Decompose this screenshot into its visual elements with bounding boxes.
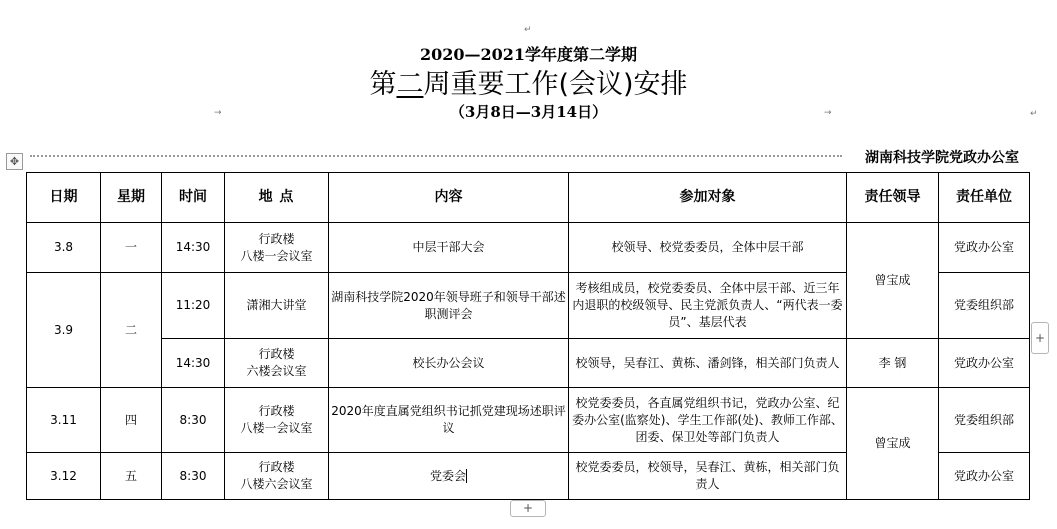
time-cell[interactable]: 8:30 bbox=[162, 453, 225, 500]
time-cell[interactable]: 14:30 bbox=[162, 223, 225, 273]
location-cell[interactable]: 行政楼 八楼六会议室 bbox=[225, 453, 329, 500]
paragraph-mark: ↵ bbox=[524, 25, 532, 35]
table-row bbox=[27, 339, 1030, 388]
table-row bbox=[27, 223, 1030, 273]
add-column-button[interactable]: + bbox=[1031, 322, 1049, 354]
table-move-handle-icon[interactable]: ✥ bbox=[6, 153, 23, 170]
unit-cell[interactable]: 党政办公室 bbox=[939, 453, 1030, 500]
header-attendees: 参加对象 bbox=[569, 173, 847, 223]
table-row bbox=[27, 388, 1030, 453]
location-cell[interactable]: 行政楼 六楼会议室 bbox=[225, 339, 329, 388]
attendees-cell[interactable]: 校党委委员，校领导，吴春江、黄栋，相关部门负责人 bbox=[569, 453, 847, 500]
date-cell[interactable]: 3.11 bbox=[27, 388, 101, 453]
add-row-button[interactable]: + bbox=[510, 500, 546, 517]
paragraph-mark: ↵ bbox=[1030, 109, 1038, 119]
leader-cell[interactable]: 曾宝成 bbox=[847, 388, 939, 500]
paragraph-mark: → bbox=[214, 108, 222, 118]
paragraph-mark: → bbox=[824, 108, 832, 118]
leader-cell[interactable]: 曾宝成 bbox=[847, 223, 939, 339]
attendees-cell[interactable]: 考核组成员，校党委委员、全体中层干部、近三年内退职的校级领导、民主党派负责人、“两代表一委员”、基层代表 bbox=[569, 273, 847, 339]
weekday-cell[interactable]: 一 bbox=[101, 223, 162, 273]
unit-cell[interactable]: 党委组织部 bbox=[939, 388, 1030, 453]
unit-cell[interactable]: 党委组织部 bbox=[939, 273, 1030, 339]
header-date: 日期 bbox=[27, 173, 101, 223]
date-cell[interactable]: 3.8 bbox=[27, 223, 101, 273]
organization-name: 湖南科技学院党政办公室 bbox=[865, 150, 1019, 166]
semester-title: 2020—2021学年度第二学期 bbox=[419, 45, 638, 64]
header-time: 时间 bbox=[162, 173, 225, 223]
header-weekday: 星期 bbox=[101, 173, 162, 223]
content-cell[interactable]: 湖南科技学院2020年领导班子和领导干部述职测评会 bbox=[329, 273, 569, 339]
schedule-table bbox=[26, 172, 1030, 500]
location-cell[interactable]: 行政楼 八楼一会议室 bbox=[225, 223, 329, 273]
unit-cell[interactable]: 党政办公室 bbox=[939, 223, 1030, 273]
page-title: 第二周重要工作(会议)安排 bbox=[369, 69, 688, 100]
table-header-row bbox=[27, 173, 1030, 223]
dotted-tab-leader bbox=[30, 155, 842, 157]
content-cell[interactable]: 2020年度直属党组织书记抓党建现场述职评议 bbox=[329, 388, 569, 453]
date-cell[interactable]: 3.12 bbox=[27, 453, 101, 500]
header-leader: 责任领导 bbox=[847, 173, 939, 223]
content-cell[interactable]: 党委会 bbox=[329, 453, 569, 500]
attendees-cell[interactable]: 校领导，吴春江、黄栋、潘剑锋，相关部门负责人 bbox=[569, 339, 847, 388]
leader-cell[interactable]: 李 钢 bbox=[847, 339, 939, 388]
header-location: 地 点 bbox=[225, 173, 329, 223]
unit-cell[interactable]: 党政办公室 bbox=[939, 339, 1030, 388]
content-cell[interactable]: 中层干部大会 bbox=[329, 223, 569, 273]
header-unit: 责任单位 bbox=[939, 173, 1030, 223]
time-cell[interactable]: 11:20 bbox=[162, 273, 225, 339]
date-range: （3月8日—3月14日） bbox=[449, 103, 608, 121]
week-number: 二 bbox=[396, 69, 424, 100]
header-content: 内容 bbox=[329, 173, 569, 223]
time-cell[interactable]: 14:30 bbox=[162, 339, 225, 388]
weekday-cell[interactable]: 四 bbox=[101, 388, 162, 453]
time-cell[interactable]: 8:30 bbox=[162, 388, 225, 453]
date-cell[interactable]: 3.9 bbox=[27, 273, 101, 388]
attendees-cell[interactable]: 校党委委员，各直属党组织书记，党政办公室、纪委办公室(监察处)、学生工作部(处)、教师工作部、团委、保卫处等部门负责人 bbox=[569, 388, 847, 453]
content-cell[interactable]: 校长办公会议 bbox=[329, 339, 569, 388]
attendees-cell[interactable]: 校领导、校党委委员，全体中层干部 bbox=[569, 223, 847, 273]
location-cell[interactable]: 行政楼 八楼一会议室 bbox=[225, 388, 329, 453]
weekday-cell[interactable]: 二 bbox=[101, 273, 162, 388]
weekday-cell[interactable]: 五 bbox=[101, 453, 162, 500]
text-cursor bbox=[466, 469, 467, 483]
location-cell[interactable]: 潇湘大讲堂 bbox=[225, 273, 329, 339]
